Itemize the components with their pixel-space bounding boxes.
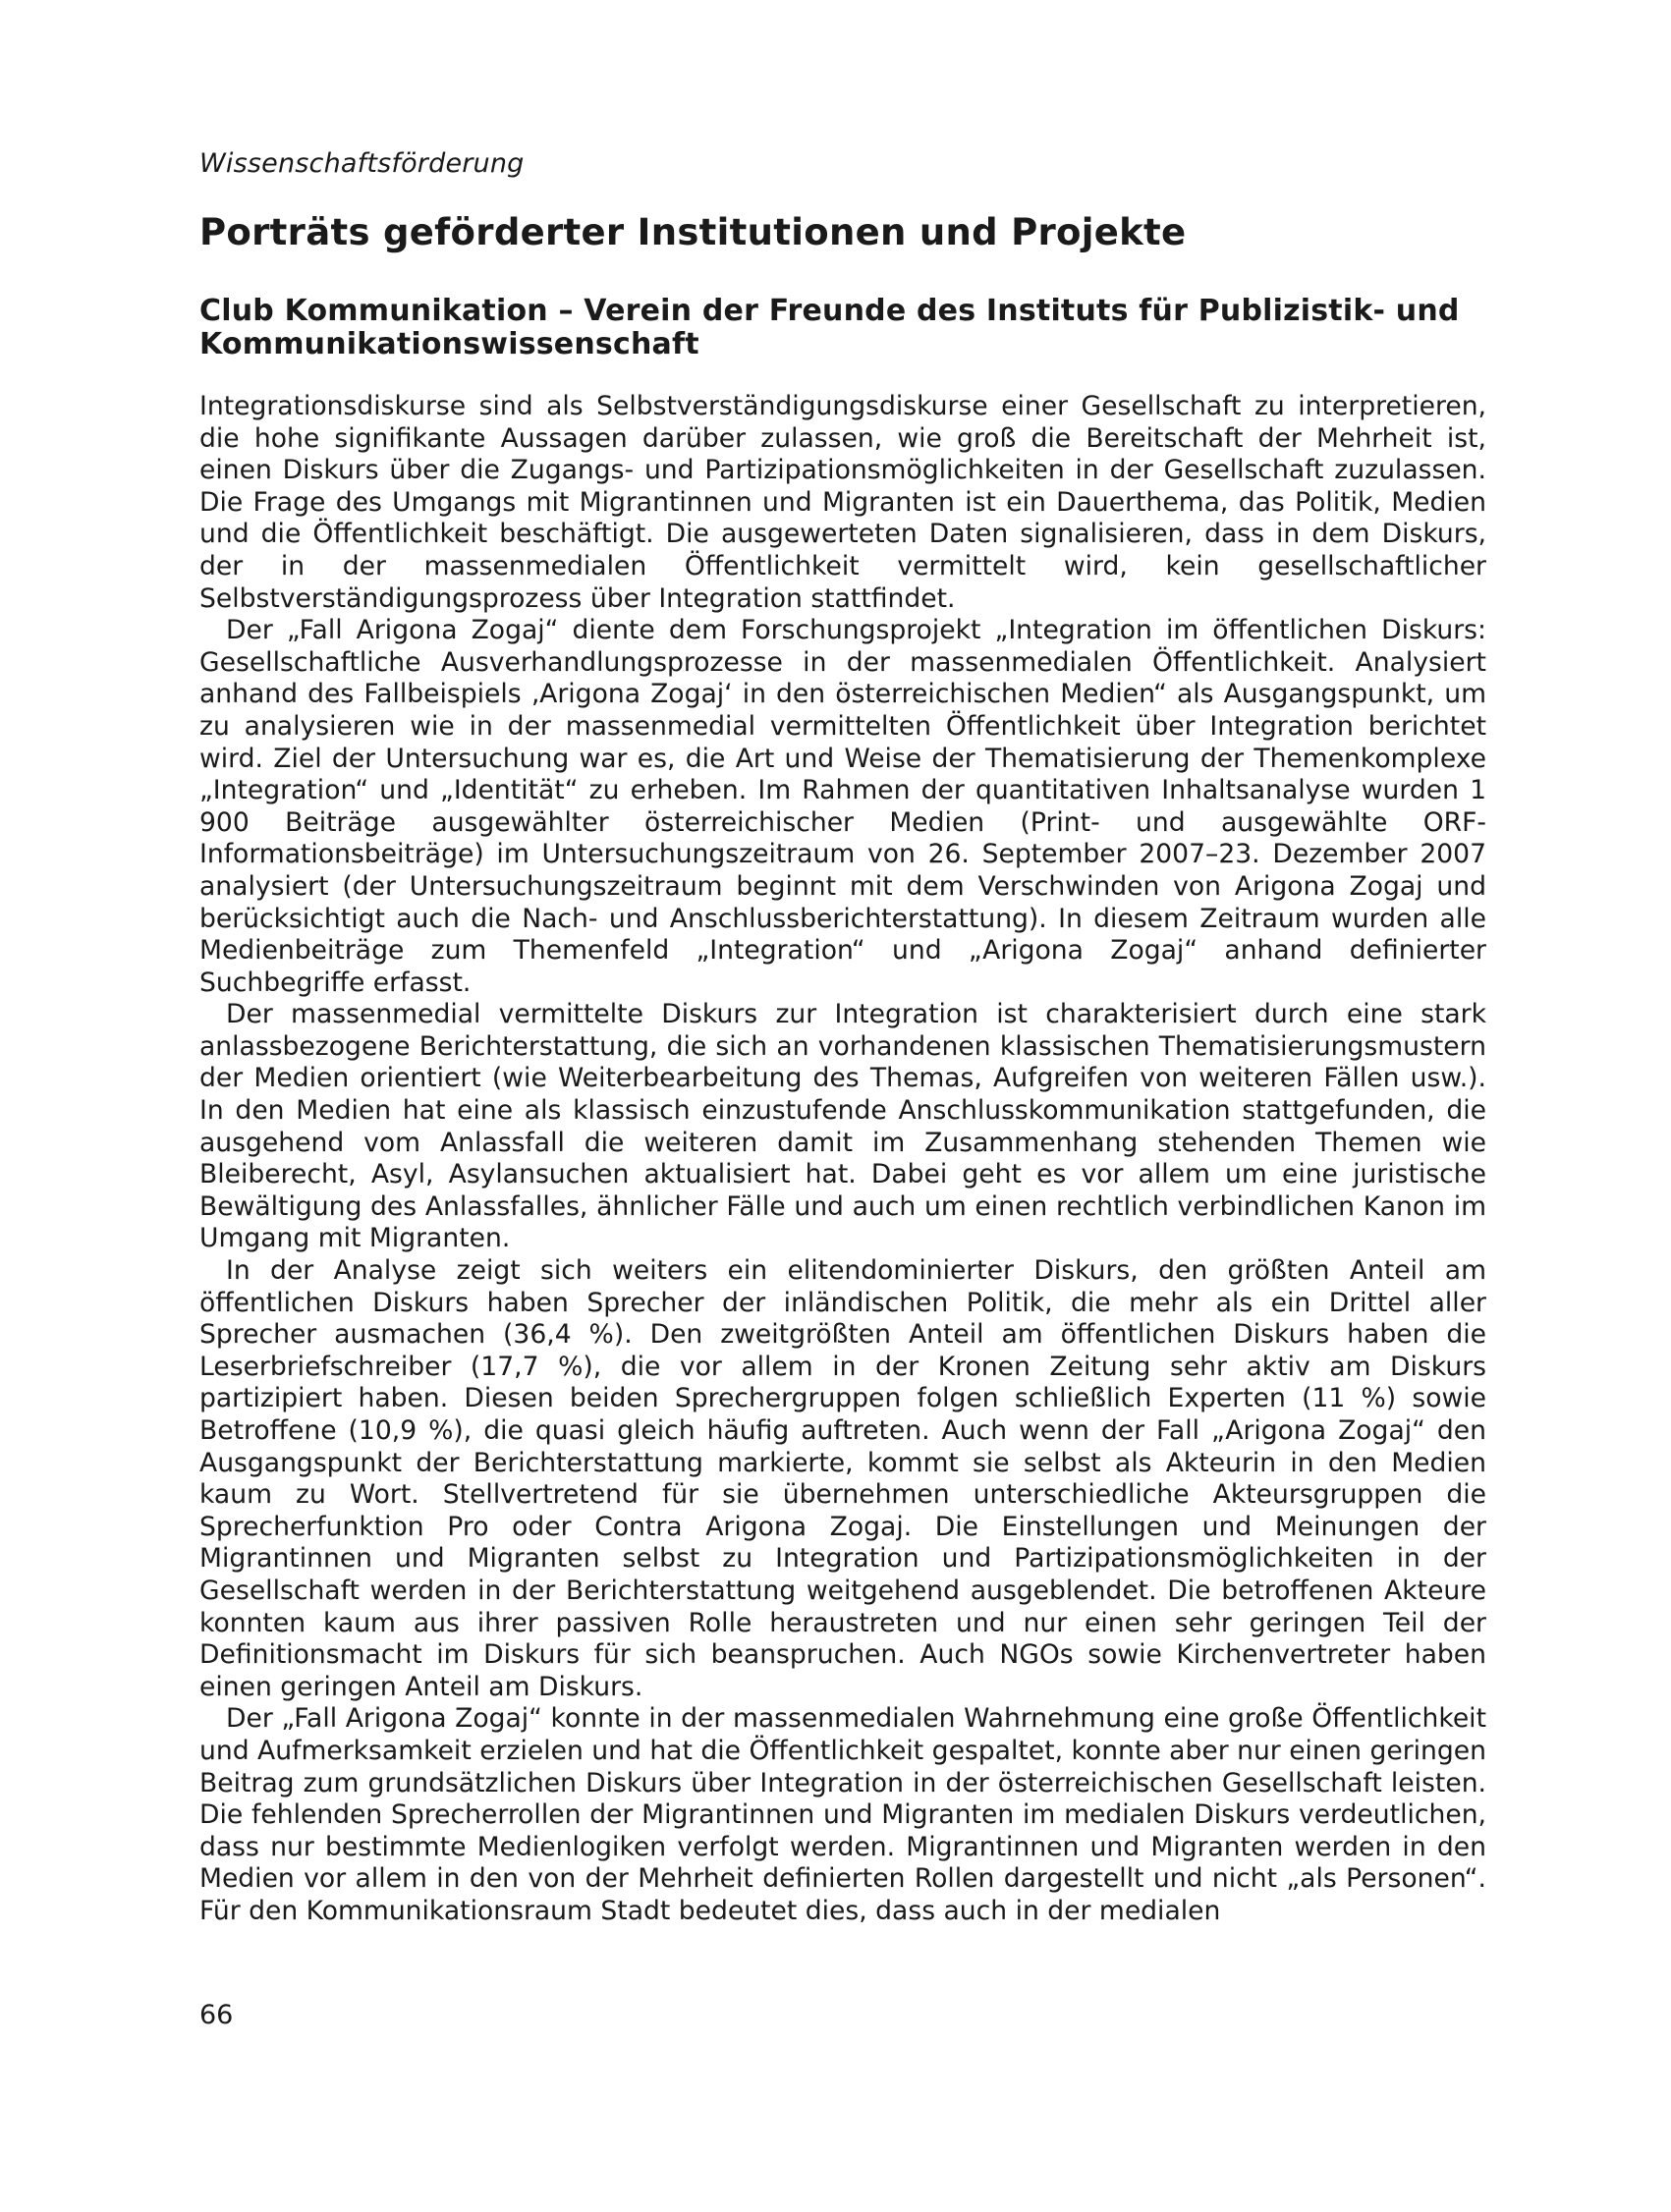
paragraph: Der „Fall Arigona Zogaj“ diente dem Forschungsprojekt „Integration im öffentlichen Diskurs: Gesellschaftliche Ausverhandlungsprozesse in der massenmedialen Öffentlichkeit. Analysiert anhand des Fallbeispiels ‚Arigona Zogaj‘ in den österreichischen Medien“ als Ausgangspunkt, um zu analysieren wie in der massenmedial vermittelten Öffentlichkeit über Integration berichtet wird. Ziel der Untersuchung war es, die Art und Weise der Thematisierung der Themenkomplexe „Integration“ und „Identität“ zu erheben. Im Rahmen der quantitativen Inhaltsanalyse wurden 1 900 Beiträge ausgewählter österreichischer Medien (Print- und ausgewählte ORF-Informationsbeiträge) im Untersuchungszeitraum von 26. September 2007–23. Dezember 2007 analysiert (der Untersuchungszeitraum beginnt mit dem Verschwinden von Arigona Zogaj und berücksichtigt auch die Nach- und Anschlussberichterstattung). In diesem Zeitraum wurden alle Medienbeiträge zum Themenfeld „Integration“ und „Arigona Zogaj“ anhand definierter Suchbegriffe erfasst. <box>199 615 1486 998</box>
paragraph: Integrationsdiskurse sind als Selbstverständigungsdiskurse einer Gesellschaft zu interpretieren, die hohe signifikante Aussagen darüber zulassen, wie groß die Bereitschaft der Mehrheit ist, einen Diskurs über die Zugangs- und Partizipationsmöglichkeiten in der Gesellschaft zuzulassen. Die Frage des Umgangs mit Migrantinnen und Migranten ist ein Dauerthema, das Politik, Medien und die Öffentlichkeit beschäftigt. Die ausgewerteten Daten signalisieren, dass in dem Diskurs, der in der massenmedialen Öffentlichkeit vermittelt wird, kein gesellschaftlicher Selbstverständigungsprozess über Integration stattfindet. <box>199 391 1486 614</box>
article-subtitle: Club Kommunikation – Verein der Freunde des Instituts für Publizistik- und Kommunikationswissenschaft <box>199 294 1460 361</box>
paragraph: In der Analyse zeigt sich weiters ein elitendominierter Diskurs, den größten Anteil am öffentlichen Diskurs haben Sprecher der inländischen Politik, die mehr als ein Drittel aller Sprecher ausmachen (36,4 %). Den zweitgrößten Anteil am öffentlichen Diskurs haben die Leserbriefschreiber (17,7 %), die vor allem in der Kronen Zeitung sehr aktiv am Diskurs partizipiert haben. Diesen beiden Sprechergruppen folgen schließlich Experten (11 %) sowie Betroffene (10,9 %), die quasi gleich häufig auftreten. Auch wenn der Fall „Arigona Zogaj“ den Ausgangspunkt der Berichterstattung markierte, kommt sie selbst als Akteurin in den Medien kaum zu Wort. Stellvertretend für sie übernehmen unterschiedliche Akteursgruppen die Sprecherfunktion Pro oder Contra Arigona Zogaj. Die Einstellungen und Meinungen der Migrantinnen und Migranten selbst zu Integration und Partizipationsmöglichkeiten in der Gesellschaft werden in der Berichterstattung weitgehend ausgeblendet. Die betroffenen Akteure konnten kaum aus ihrer passiven Rolle heraustreten und nur einen sehr geringen Teil der Definitionsmacht im Diskurs für sich beanspruchen. Auch NGOs sowie Kirchenvertreter haben einen geringen Anteil am Diskurs. <box>199 1255 1486 1702</box>
page-number: 66 <box>199 2000 234 2030</box>
paragraph: Der „Fall Arigona Zogaj“ konnte in der massenmedialen Wahrnehmung eine große Öffentlichkeit und Aufmerksamkeit erzielen und hat die Öffentlichkeit gespaltet, konnte aber nur einen geringen Beitrag zum grundsätzlichen Diskurs über Integration in der österreichischen Gesellschaft leisten. Die fehlenden Sprecherrollen der Migrantinnen und Migranten im medialen Diskurs verdeutlichen, dass nur bestimmte Medienlogiken verfolgt werden. Migrantinnen und Migranten werden in den Medien vor allem in den von der Mehrheit definierten Rollen dargestellt und nicht „als Personen“. Für den Kommunikationsraum Stadt bedeutet dies, dass auch in der medialen <box>199 1703 1486 1926</box>
section-title: Porträts geförderter Institutionen und Projekte <box>199 211 1187 253</box>
paragraph: Der massenmedial vermittelte Diskurs zur Integration ist charakterisiert durch eine stark anlassbezogene Berichterstattung, die sich an vorhandenen klassischen Thematisierungsmustern der Medien orientiert (wie Weiterbearbeitung des Themas, Aufgreifen von weiteren Fällen usw.). In den Medien hat eine als klassisch einzustufende Anschlusskommunikation stattgefunden, die ausgehend vom Anlassfall die weiteren damit im Zusammenhang stehenden Themen wie Bleiberecht, Asyl, Asylansuchen aktualisiert hat. Dabei geht es vor allem um eine juristische Bewältigung des Anlassfalles, ähnlicher Fälle und auch um einen rechtlich verbindlichen Kanon im Umgang mit Migranten. <box>199 999 1486 1254</box>
page-content <box>199 147 1486 1928</box>
article-body <box>199 391 1486 1928</box>
running-head: Wissenschaftsförderung <box>199 148 525 179</box>
